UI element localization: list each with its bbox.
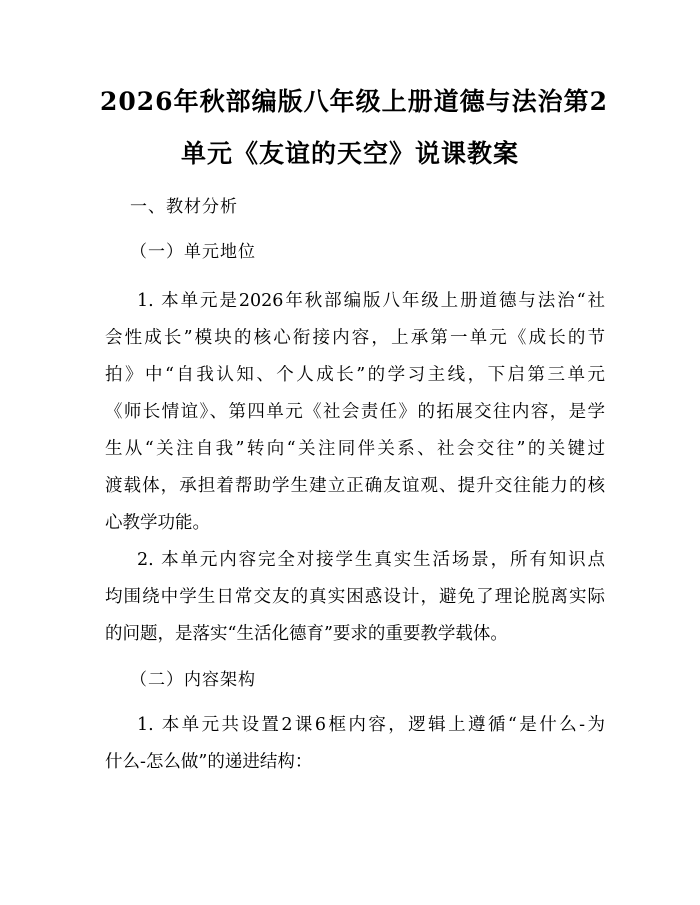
document-title-line-1: 2026年秋部编版八年级上册道德与法治第2	[100, 87, 608, 116]
paragraph-line: 会性成长”模块的核心衔接内容，上承第一单元《成长的节	[105, 328, 605, 348]
paragraph-line: 生从“关注自我”转向“关注同伴关系、社会交往”的关键过	[105, 439, 605, 459]
paragraph-unit-position-2	[105, 542, 605, 653]
paragraph-line: 拍》中“自我认知、个人成长”的学习主线，下启第三单元	[105, 365, 605, 385]
paragraph-line: 的问题，是落实“生活化德育”要求的重要教学载体。	[105, 624, 508, 644]
subsection-heading-content-structure: （二）内容架构	[130, 670, 256, 690]
paragraph-line: 渡载体，承担着帮助学生建立正确友谊观、提升交往能力的核	[105, 476, 605, 496]
paragraph-line: 均围绕中学生日常交友的真实困惑设计，避免了理论脱离实际	[105, 587, 605, 607]
paragraph-unit-position-1	[105, 283, 605, 542]
paragraph-line: 2. 本单元内容完全对接学生真实生活场景，所有知识点	[137, 550, 605, 570]
paragraph-line: 《师长情谊》、第四单元《社会责任》的拓展交往内容，是学	[105, 402, 605, 422]
section-heading-teaching-material-analysis: 一、教材分析	[130, 197, 238, 217]
paragraph-line: 1. 本单元是2026年秋部编版八年级上册道德与法治“社	[137, 291, 605, 311]
subsection-heading-unit-position: （一）单元地位	[130, 242, 256, 262]
paragraph-line: 什么-怎么做”的递进结构：	[105, 752, 313, 772]
paragraph-line: 心教学功能。	[105, 513, 210, 533]
paragraph-content-structure-1	[105, 707, 605, 781]
document-title-line-2: 单元《友谊的天空》说课教案	[180, 139, 519, 168]
paragraph-line: 1. 本单元共设置2课6框内容，逻辑上遵循“是什么-为	[137, 715, 605, 735]
